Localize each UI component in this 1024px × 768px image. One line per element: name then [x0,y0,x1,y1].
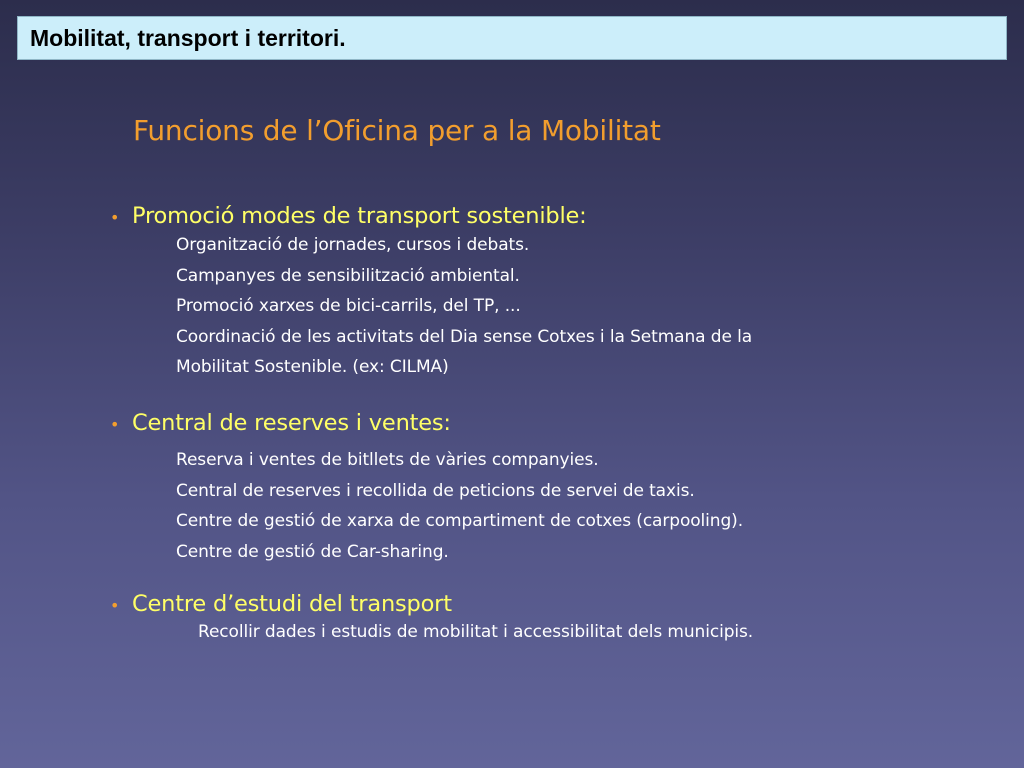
list-item: Campanyes de sensibilització ambiental. [176,265,520,286]
list-item: Mobilitat Sostenible. (ex: CILMA) [176,357,449,377]
list-item: Centre de gestió de xarxa de compartiment de cotxes (carpooling). [176,511,744,531]
section-central-reserves [110,410,990,567]
bullet-icon: • [110,596,120,615]
bullet-icon: • [110,208,120,227]
list-item: Organització de jornades, cursos i debats. [176,235,530,255]
section-heading-row [110,410,990,436]
sub-list [176,445,990,567]
header-bar [17,16,1007,60]
bullet-icon: • [110,415,120,434]
section-heading: Promoció modes de transport sostenible: [132,203,587,229]
sub-list [198,617,990,648]
list-item: Promoció xarxes de bici-carrils, del TP, ... [176,296,521,316]
section-centre-estudi [110,591,990,648]
list-item: Coordinació de les activitats del Dia sense Cotxes i la Setmana de la [176,326,753,347]
section-promocio [110,203,990,383]
section-heading-row [110,591,990,617]
header-title: Mobilitat, transport i territori. [30,24,346,51]
section-heading: Centre d’estudi del transport [132,591,452,617]
list-item: Centre de gestió de Car-sharing. [176,541,449,562]
section-heading-row [110,203,990,229]
sub-list [176,230,990,383]
list-item: Recollir dades i estudis de mobilitat i accessibilitat dels municipis. [198,622,754,642]
list-item: Central de reserves i recollida de peticions de servei de taxis. [176,480,695,501]
slide-title: Funcions de l’Oficina per a la Mobilitat [133,114,661,147]
section-heading: Central de reserves i ventes: [132,410,451,436]
list-item: Reserva i ventes de bitllets de vàries companyies. [176,450,599,470]
